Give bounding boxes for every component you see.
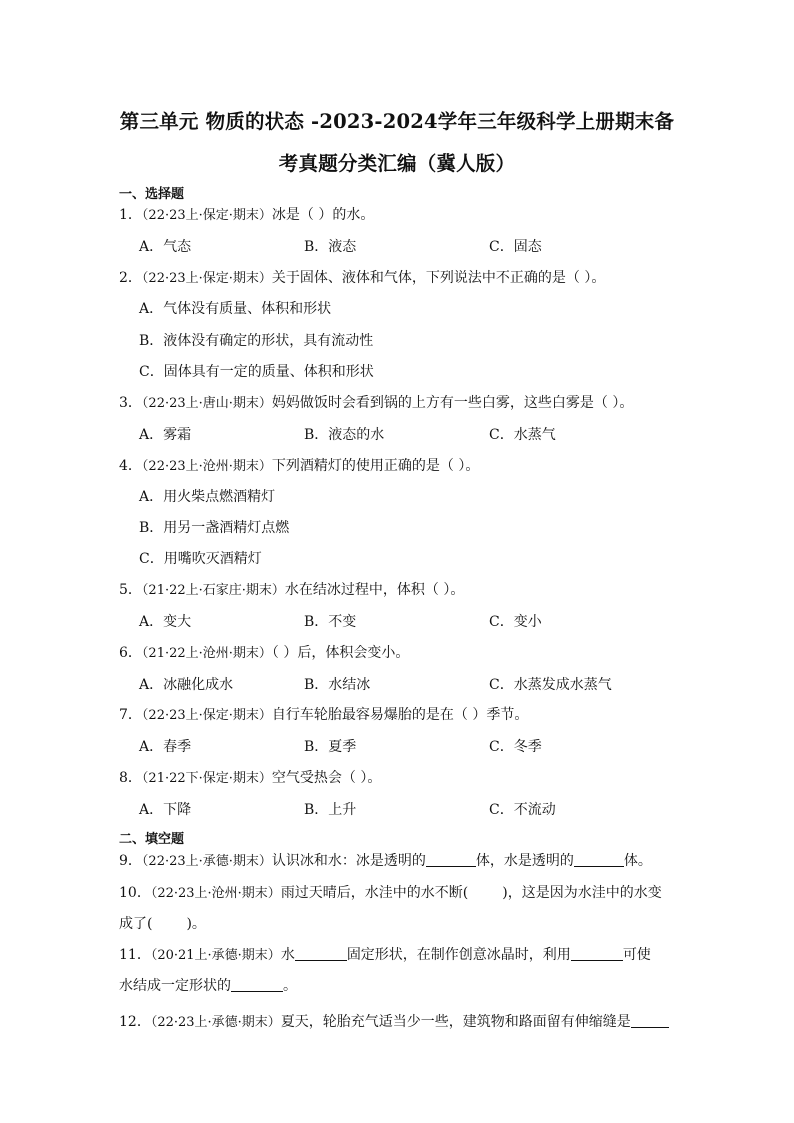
question-2-option-c: C．固体具有一定的质量、体积和形状: [139, 364, 374, 380]
question-10-continued: 成了( )。: [119, 916, 206, 932]
question-5: 5．（21·22上·石家庄·期末）水在结冰过程中，体积（ ）。: [119, 582, 465, 598]
question-2: 2．（22·23上·保定·期末）关于固体、液体和气体，下列说法中不正确的是（ ）。: [119, 270, 606, 286]
document-title-line-1: 第三单元 物质的状态 -2023-2024学年三年级科学上册期末备: [119, 110, 675, 133]
question-4-option-b: B．用另一盏酒精灯点燃: [139, 520, 290, 536]
section-heading-choice: 一、选择题: [119, 187, 185, 202]
question-8: 8．（21·22下·保定·期末）空气受热会（ ）。: [119, 770, 382, 786]
question-2-option-b: B．液体没有确定的形状，具有流动性: [139, 333, 374, 349]
question-6-option-a: A．冰融化成水: [139, 677, 234, 693]
answer-blank[interactable]: [295, 946, 347, 961]
question-8-option-b: B．上升: [304, 802, 357, 818]
question-7-option-a: A．春季: [139, 739, 192, 755]
question-7: 7．（22·23上·保定·期末）自行车轮胎最容易爆胎的是在（ ）季节。: [119, 707, 529, 723]
question-3: 3．（22·23上·唐山·期末）妈妈做饭时会看到锅的上方有一些白雾，这些白雾是（ ）。: [119, 395, 634, 411]
question-6-option-b: B．水结冰: [304, 677, 371, 693]
question-9: 9．（22·23上·承德·期末）认识冰和水：冰是透明的 体，水是透明的 体。: [119, 853, 652, 869]
document-title-line-2: 考真题分类汇编（冀人版）: [278, 152, 516, 175]
question-3-option-b: B．液态的水: [304, 427, 385, 443]
question-1-option-c: C．固态: [489, 239, 542, 255]
answer-blank[interactable]: [426, 852, 476, 867]
question-4-option-c: C．用嘴吹灭酒精灯: [139, 551, 262, 567]
question-8-option-a: A．下降: [139, 802, 192, 818]
question-10: 10．（22·23上·沧州·期末）雨过天晴后，水洼中的水不断( )，这是因为水洼中的水变: [119, 885, 662, 901]
question-2-option-a: A．气体没有质量、体积和形状: [139, 301, 332, 317]
question-7-option-b: B．夏季: [304, 739, 357, 755]
question-3-option-a: A．雾霜: [139, 427, 192, 443]
question-3-option-c: C．水蒸气: [489, 427, 556, 443]
answer-blank[interactable]: [571, 946, 623, 961]
question-4-option-a: A．用火柴点燃酒精灯: [139, 489, 276, 505]
question-5-option-a: A．变大: [139, 614, 192, 630]
section-heading-fill: 二、填空题: [119, 832, 185, 847]
answer-blank[interactable]: [631, 1013, 669, 1028]
answer-blank[interactable]: [574, 852, 624, 867]
answer-blank[interactable]: [231, 977, 283, 992]
question-11-continued: 水结成一定形状的 。: [119, 978, 297, 994]
question-4: 4．（22·23上·沧州·期末）下列酒精灯的使用正确的是（ ）。: [119, 458, 480, 474]
question-6-option-c: C．水蒸发成水蒸气: [489, 677, 612, 693]
question-6: 6．（21·22上·沧州·期末）（ ）后，体积会变小。: [119, 645, 410, 661]
question-12: 12．（22·23上·承德·期末）夏天，轮胎充气适当少一些，建筑物和路面留有伸缩缝是: [119, 1013, 669, 1032]
question-1: 1．（22·23上·保定·期末）冰是（ ）的水。: [119, 207, 375, 223]
question-1-option-b: B．液态: [304, 239, 357, 255]
question-11: 11．（20·21上·承德·期末）水 固定形状，在制作创意冰晶时，利用 可使: [119, 947, 651, 963]
question-5-option-c: C．变小: [489, 614, 542, 630]
question-7-option-c: C．冬季: [489, 739, 542, 755]
question-8-option-c: C．不流动: [489, 802, 556, 818]
question-5-option-b: B．不变: [304, 614, 357, 630]
question-1-option-a: A．气态: [139, 239, 192, 255]
